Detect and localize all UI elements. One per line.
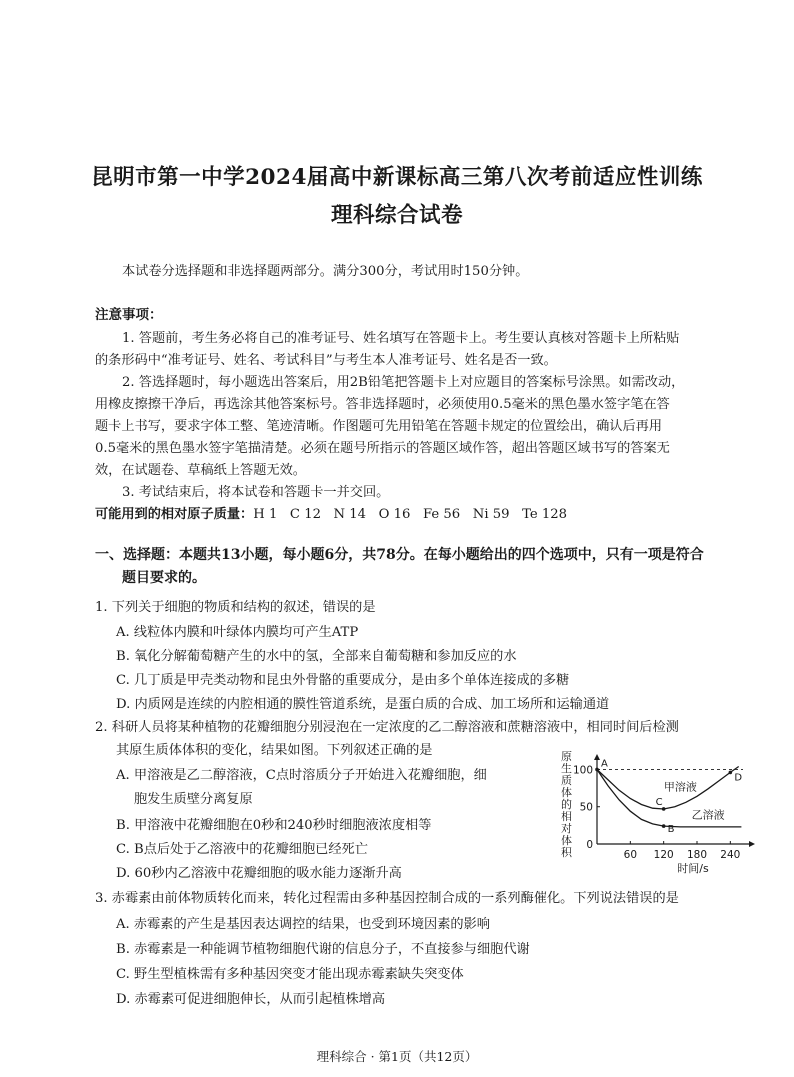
notice-item-2-cont: 0.5毫米的黑色墨水签字笔描清楚。必须在题号所指示的答题区域作答，超出答题区域书写的答案无 <box>95 441 670 456</box>
chart-y-tick-label: 0 <box>586 839 593 851</box>
chart-y-tick-label: 100 <box>572 764 593 777</box>
chart-ylabel-char: 的 <box>561 798 572 811</box>
notice-item-2-cont: 用橡皮擦擦干净后，再选涂其他答案标号。答非选择题时，必须使用0.5毫米的黑色墨水签字笔在答 <box>95 397 670 412</box>
chart-ylabel-char: 体 <box>561 786 572 799</box>
question-1-stem: 1. 下列关于细胞的物质和结构的叙述，错误的是 <box>95 600 376 615</box>
notice-item-2-cont: 题卡上书写，要求字体工整、笔迹清晰。作图题可先用铅笔在答题卡规定的位置绘出，确认后再用 <box>95 419 663 434</box>
chart-x-tick-label: 120 <box>653 849 674 861</box>
chart-x-tick-label: 60 <box>623 849 638 861</box>
protoplast-volume-chart <box>555 748 755 876</box>
chart-y-arrow <box>594 754 600 760</box>
chart-ylabel-char: 体 <box>561 834 572 847</box>
chart-point-label: A <box>601 758 608 770</box>
chart-y-tick-label: 50 <box>579 801 593 814</box>
question-2-option-c: C. B点后处于乙溶液中的花瓣细胞已经死亡 <box>116 842 368 857</box>
exam-subtitle: 理科综合试卷 <box>330 203 463 228</box>
exam-title: 昆明市第一中学2024届高中新课标高三第八次考前适应性训练 <box>91 165 703 190</box>
atomic-masses-values: H 1 C 12 N 14 O 16 Fe 56 Ni 59 Te 128 <box>253 507 568 522</box>
chart-point-label: C <box>655 796 663 808</box>
chart-ylabel-char: 原 <box>561 750 572 763</box>
question-2-option-b: B. 甲溶液中花瓣细胞在0秒和240秒时细胞液浓度相等 <box>116 818 432 833</box>
chart-point-label: B <box>667 824 675 836</box>
question-3-option-d: D. 赤霉素可促进细胞伸长，从而引起植株增高 <box>116 992 386 1007</box>
chart-point-label: D <box>734 772 743 784</box>
section-heading-cont: 题目要求的。 <box>122 570 206 586</box>
chart-x-tick-label: 180 <box>686 849 708 861</box>
notice-item-2: 2. 答选择题时，每小题选出答案后，用2B铅笔把答题卡上对应题目的答案标号涂黑。如需改动， <box>122 375 685 390</box>
chart-x-tick-label: 240 <box>720 849 741 861</box>
atomic-masses <box>95 506 567 524</box>
question-2-option-a: A. 甲溶液是乙二醇溶液，C点时溶质分子开始进入花瓣细胞，细 <box>116 768 487 783</box>
chart-ylabel <box>561 750 573 859</box>
question-2-stem: 2. 科研人员将某种植物的花瓣细胞分别浸泡在一定浓度的乙二醇溶液和蔗糖溶液中，相同时间后检测 <box>95 720 679 735</box>
notice-heading: 注意事项： <box>95 307 163 323</box>
chart-x-arrow <box>749 841 755 847</box>
intro-text: 本试卷分选择题和非选择题两部分。满分300分，考试用时150分钟。 <box>122 264 529 279</box>
question-3-stem: 3. 赤霉素由前体物质转化而来，转化过程需由多种基因控制合成的一系列酶催化。下列说法错误的是 <box>95 891 679 906</box>
question-1-option-a: A. 线粒体内膜和叶绿体内膜均可产生ATP <box>116 625 359 640</box>
question-2-option-d: D. 60秒内乙溶液中花瓣细胞的吸水能力逐渐升高 <box>116 866 402 881</box>
chart-point <box>595 768 599 772</box>
chart-ylabel-char: 对 <box>561 822 572 835</box>
question-1-option-b: B. 氧化分解葡萄糖产生的水中的氢，全部来自葡萄糖和参加反应的水 <box>116 649 517 664</box>
chart-series-name: 乙溶液 <box>691 808 725 822</box>
chart-ylabel-char: 质 <box>561 774 572 787</box>
chart-point <box>662 824 666 828</box>
question-3-option-c: C. 野生型植株需有多种基因突变才能出现赤霉素缺失突变体 <box>116 967 464 982</box>
question-3-option-b: B. 赤霉素是一种能调节植物细胞代谢的信息分子，不直接参与细胞代谢 <box>116 942 530 957</box>
chart-series <box>597 767 741 827</box>
chart-series-name: 甲溶液 <box>663 780 697 794</box>
question-1-option-c: C. 几丁质是甲壳类动物和昆虫外骨骼的重要成分，是由多个单体连接成的多糖 <box>116 673 570 688</box>
chart-ylabel-char: 生 <box>561 762 572 775</box>
page-footer: 理科综合 · 第1页（共12页） <box>316 1049 478 1064</box>
chart-point <box>729 771 733 775</box>
question-2-stem-cont: 其原生质体体积的变化，结果如图。下列叙述正确的是 <box>116 743 433 758</box>
question-1-option-d: D. 内质网是连续的内腔相通的膜性管道系统，是蛋白质的合成、加工场所和运输通道 <box>116 697 610 712</box>
notice-item-1: 1. 答题前，考生务必将自己的准考证号、姓名填写在答题卡上。考生要认真核对答题卡上所粘贴 <box>122 331 680 346</box>
notice-item-2-cont: 效，在试题卷、草稿纸上答题无效。 <box>95 463 306 478</box>
chart-x-label: 时间/s <box>677 862 709 875</box>
atomic-masses-label: 可能用到的相对原子质量： <box>95 507 254 522</box>
chart-ylabel-char: 相 <box>561 810 572 823</box>
chart-ylabel-char: 积 <box>561 846 572 859</box>
question-2-option-a-cont: 胞发生质壁分离复原 <box>134 792 253 807</box>
question-3-option-a: A. 赤霉素的产生是基因表达调控的结果，也受到环境因素的影响 <box>116 917 490 932</box>
notice-item-3: 3. 考试结束后，将本试卷和答题卡一并交回。 <box>122 485 390 500</box>
notice-item-1-cont: 的条形码中“准考证号、姓名、考试科目”与考生本人准考证号、姓名是否一致。 <box>95 353 557 368</box>
section-heading: 一、选择题：本题共13小题，每小题6分，共78分。在每小题给出的四个选项中，只有一项是符合 <box>95 547 704 563</box>
